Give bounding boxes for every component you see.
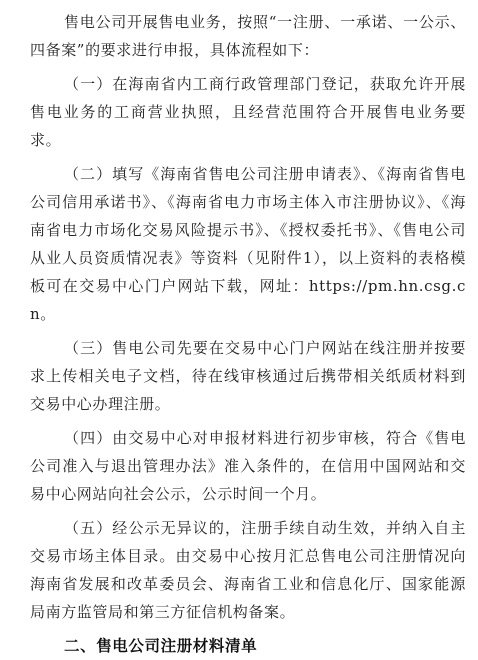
step-5-paragraph: （五）经公示无异议的，注册手续自动生效，并纳入自主交易市场主体目录。由交易中心按月汇总售电公司注册情况向海南省发展和改革委员会、海南省工业和信息化厅、国家能源局南方监管局和第三方征信机构备案。	[30, 519, 466, 621]
step-1-paragraph: （一）在海南省内工商行政管理部门登记，获取允许开展售电业务的工商营业执照，且经营范围符合开展售电业务要求。	[30, 75, 466, 149]
step-4-paragraph: （四）由交易中心对申报材料进行初步审核，符合《售电公司准入与退出管理办法》准入条件的，在信用中国网站和交易中心网站向社会公示，公示时间一个月。	[30, 429, 466, 503]
step-3-paragraph: （三）售电公司先要在交易中心门户网站在线注册并按要求上传相关电子文档，待在线审核通过后携带相关纸质材料到交易中心办理注册。	[30, 339, 466, 413]
section-heading: 二、售电公司注册材料清单	[64, 637, 258, 655]
step-2-paragraph: （二）填写《海南省售电公司注册申请表》、《海南省售电公司信用承诺书》、《海南省电力市场主体入市注册协议》、《海南省电力市场化交易风险提示书》、《授权委托书》、《售电公司从业人员资质情况表》等资料（见附件1），以上资料的表格模板可在交易中心门户网站下载，网址：https://pm.hn.csg.cn。	[30, 165, 466, 323]
intro-paragraph: 售电公司开展售电业务，按照“一注册、一承诺、一公示、四备案”的要求进行申报，具体流程如下：	[30, 13, 466, 59]
